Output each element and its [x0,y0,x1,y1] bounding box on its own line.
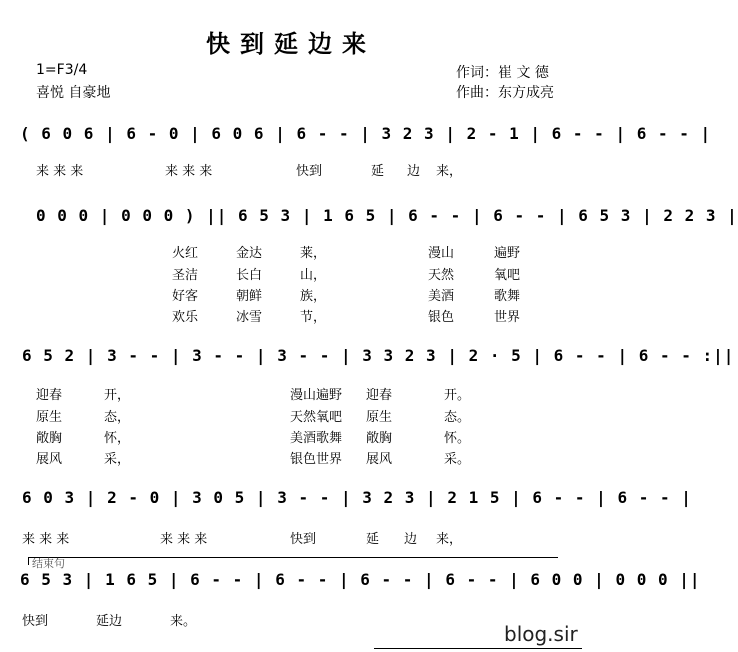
lyric: 快到 [296,164,323,179]
lyric: 来， [436,532,463,547]
lyric: 氧吧 [494,268,521,283]
lyric: 遍野 [494,246,521,261]
lyric: 天然 [428,268,455,283]
lyric: 迎春 [366,388,393,403]
lyric: 采。 [444,452,471,467]
lyric: 边 [404,532,418,547]
lyric: 边 [407,164,421,179]
lyric: 来 来 来 [36,164,84,179]
lyric: 迎春 [36,388,63,403]
verses-line-3 [0,384,582,468]
lyric: 展风 [36,452,63,467]
lyric: 金达 [236,246,263,261]
footer-rule [374,648,582,649]
lyric: 态， [104,410,131,425]
lyric: 莱， [300,246,327,261]
lyric: 漫山 [428,246,455,261]
lyric: 美酒歌舞 [290,431,343,446]
lyric: 延 [371,164,385,179]
lyric: 银色世界 [290,452,343,467]
notation-line-3: 6 5 2 | 3 - - | 3 - - | 3 - - | 3 3 2 3 | 2 · 5 | 6 - - | 6 - - :|| [22,346,735,365]
lyricist: 作词：崔 文 德 [456,65,549,81]
lyric: 长白 [236,268,263,283]
lyric: 来 来 来 [160,532,208,547]
composer: 作曲：东方成亮 [456,85,554,101]
lyric: 开。 [444,388,471,403]
notation-line-1: ( 6 0 6 | 6 - 0 | 6 0 6 | 6 - - | 3 2 3 | 2 - 1 | 6 - - | 6 - - | [20,124,712,143]
lyric: 开， [104,388,131,403]
lyric: 山， [300,268,327,283]
lyric: 快到 [22,614,49,629]
notation-line-2: 0 0 0 | 0 0 0 ) || 6 5 3 | 1 6 5 | 6 - - | 6 - - | 6 5 3 | 2 2 3 | [36,206,738,225]
key-signature: 1=F3/4 [36,62,88,78]
lyric: 歌舞 [494,289,521,304]
lyric: 原生 [36,410,63,425]
lyric: 来， [436,164,463,179]
lyric: 冰雪 [236,310,263,325]
lyrics-line-4 [0,528,582,546]
lyric: 好客 [172,289,199,304]
lyric: 火红 [172,246,199,261]
lyric: 原生 [366,410,393,425]
lyric: 态。 [444,410,471,425]
lyric: 世界 [494,310,521,325]
notation-line-4: 6 0 3 | 2 - 0 | 3 0 5 | 3 - - | 3 2 3 | 2 1 5 | 6 - - | 6 - - | [22,488,692,507]
lyric: 圣洁 [172,268,199,283]
lyric: 朝鲜 [236,289,263,304]
lyric: 来。 [170,614,197,629]
lyric: 族， [300,289,327,304]
song-title: 快到延边来 [206,29,376,58]
ending-bracket-line [28,557,558,558]
lyric: 来 来 来 [22,532,70,547]
lyric: 敞胸 [36,431,63,446]
lyric: 怀。 [444,431,471,446]
lyric: 美酒 [428,289,455,304]
lyrics-line-5 [0,610,582,628]
lyric: 天然氧吧 [290,410,343,425]
lyric: 延边 [96,614,123,629]
lyric: 漫山遍野 [290,388,343,403]
lyric: 敞胸 [366,431,393,446]
lyric: 节， [300,310,327,325]
verses-line-2 [0,242,582,326]
lyric: 延 [366,532,380,547]
lyric: 快到 [290,532,317,547]
lyric: 银色 [428,310,455,325]
lyric: 欢乐 [172,310,199,325]
watermark: blog.sir [504,622,578,646]
lyric: 采， [104,452,131,467]
ending-bracket-hook [28,557,29,565]
ending-label: 结束句 [32,557,65,570]
lyric: 展风 [366,452,393,467]
notation-line-5: 6 5 3 | 1 6 5 | 6 - - | 6 - - | 6 - - | 6 - - | 6 0 0 | 0 0 0 || [20,570,701,589]
lyric: 来 来 来 [165,164,213,179]
lyrics-line-1 [0,160,582,178]
tempo-mood: 喜悦 自豪地 [36,85,111,101]
lyric: 怀， [104,431,131,446]
